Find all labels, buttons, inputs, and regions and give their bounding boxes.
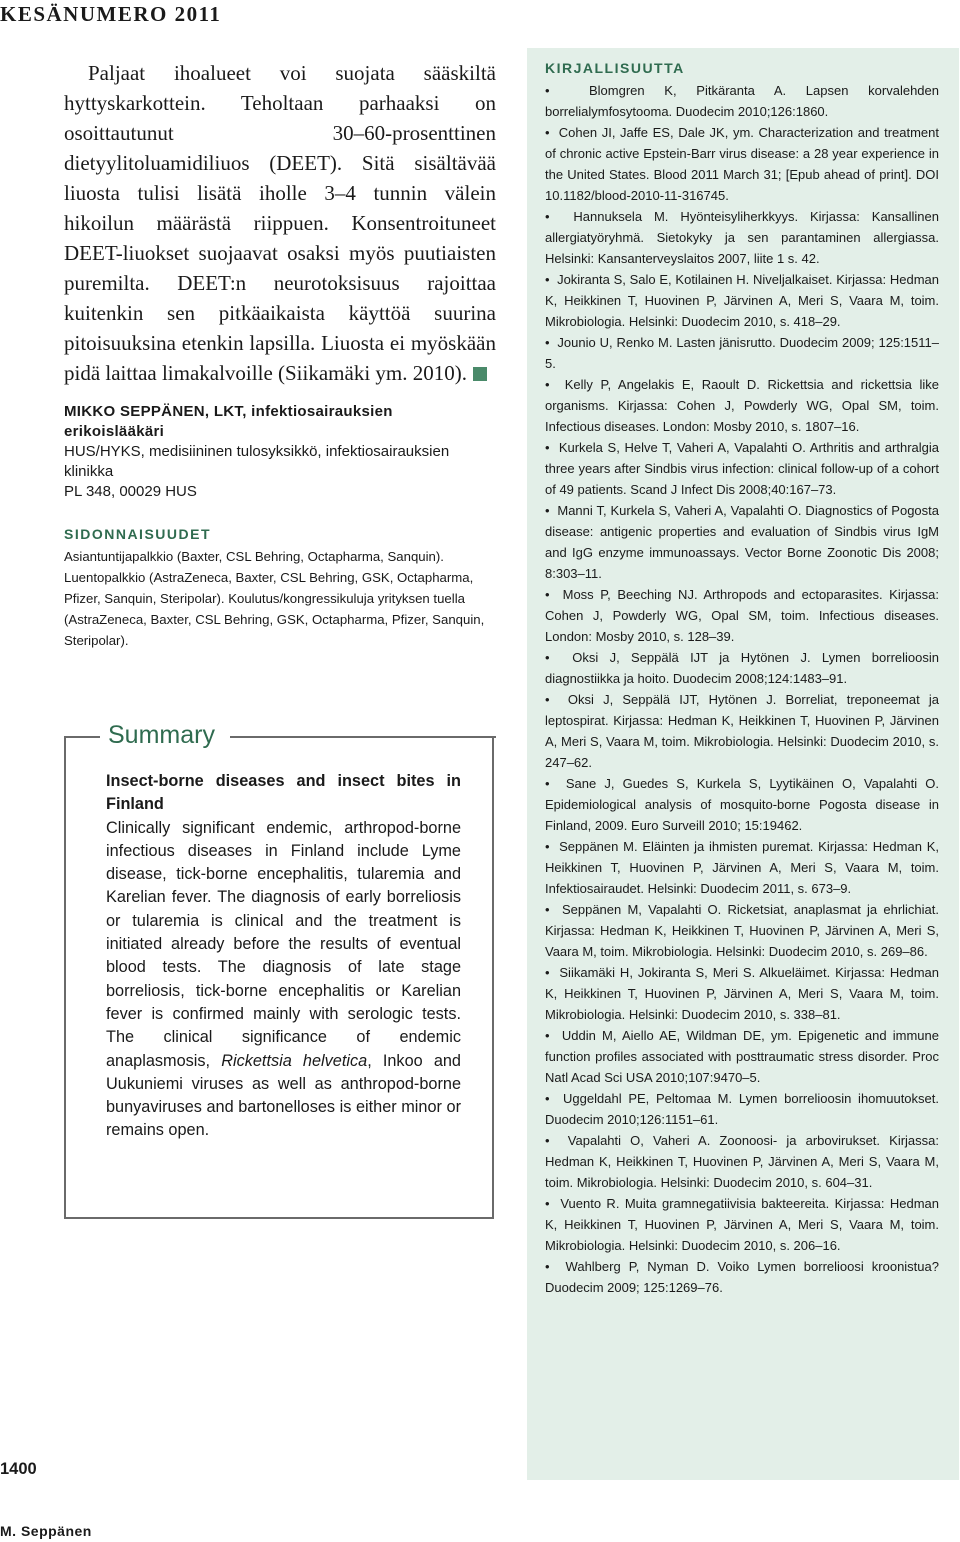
body-text: Paljaat ihoalueet voi suojata sääskiltä hyttyskarkottein. Teholtaan parhaaksi on osoittautunut 30–60-prosenttinen dietyylitoluamidiliuos (DEET). Sitä sisältävää liuosta tulisi lisätä iholle 3–4 tunnin välein hikoilun määrästä riippuen. Konsentroituneet DEET-liuokset suojaavat osaksi myös puutiaisten puremilta. DEET:n neurotoksisuus rajoittaa kuitenkin sen pitkäaikaista käyttöä suurina pitoisuuksina etenkin lapsilla. Liuosta ei myöskään pidä laittaa limakalvoille (Siikamäki ym. 2010). (64, 61, 496, 385)
author-address: PL 348, 00029 HUS (64, 483, 197, 500)
author-name: MIKKO SEPPÄNEN, LKT, infektiosairauksien erikoislääkäri (64, 403, 393, 440)
reference-item: • Moss P, Beeching NJ. Arthropods and ectoparasites. Kirjassa: Cohen J, Powderly WG, Opal SM, toim. Infectious diseases. London: Mosby 2010, s. 128–39. (545, 584, 939, 647)
issue-title: KESÄNUMERO 2011 (0, 2, 222, 26)
reference-item: • Jokiranta S, Salo E, Kotilainen H. Niveljalkaiset. Kirjassa: Hedman K, Heikkinen T, Huovinen P, Järvinen A, Meri S, Vaara M, toim. Mikrobiologia. Helsinki: Duodecim 2010, s. 418–29. (545, 269, 939, 332)
reference-item: • Kurkela S, Helve T, Vaheri A, Vapalahti O. Arthritis and arthralgia three years after Sindbis virus infection: clinical follow-up of a cohort of 49 patients. Scand J Infect Dis 2008;40:167–73. (545, 437, 939, 500)
reference-item: • Kelly P, Angelakis E, Raoult D. Rickettsia and rickettsia like organisms. Kirjassa: Cohen J, Powderly WG, Opal SM, toim. Infectious diseases. London: Mosby 2010, s. 1807–16. (545, 374, 939, 437)
author-affiliation: HUS/HYKS, medisiininen tulosyksikkö, infektiosairauksien klinikka (64, 443, 450, 480)
summary-text-end: , Inkoo and Uukuniemi viruses as well as anthropod-borne bunyaviruses and bartonelloses is either minor or remains open. (106, 1051, 461, 1140)
summary-heading: Insect-borne diseases and insect bites in Finland (106, 772, 461, 814)
body-paragraph (64, 58, 496, 388)
reference-item: • Oksi J, Seppälä IJT ja Hytönen J. Lymen borrelioosin diagnostiikka ja hoito. Duodecim 2008;124:1483–91. (545, 647, 939, 689)
summary-body (106, 770, 461, 1143)
reference-item: • Uddin M, Aiello AE, Wildman DE, ym. Epigenetic and immune function profiles associated with posttraumatic stress disorder. Proc Natl Acad Sci USA 2010;107:9470–5. (545, 1025, 939, 1088)
reference-item: • Vapalahti O, Vaheri A. Zoonoosi- ja arbovirukset. Kirjassa: Hedman K, Heikkinen T, Huovinen P, Järvinen A, Meri S, Vaara M, toim. Mikrobiologia. Helsinki: Duodecim 2010, s. 604–31. (545, 1130, 939, 1193)
references-list (545, 80, 939, 1298)
reference-item: • Siikamäki H, Jokiranta S, Meri S. Alkueläimet. Kirjassa: Hedman K, Heikkinen T, Huovinen P, Järvinen A, Meri S, Vaara M, toim. Mikrobiologia. Helsinki: Duodecim 2010, s. 338–81. (545, 962, 939, 1025)
reference-item: • Hannuksela M. Hyönteisyliherkkyys. Kirjassa: Kansallinen allergiatyöryhmä. Sietokyky ja sen parantaminen allergiassa. Helsinki: Kansanterveyslaitos 2007, liite 1 s. 42. (545, 206, 939, 269)
reference-item: • Seppänen M. Eläinten ja ihmisten puremat. Kirjassa: Hedman K, Heikkinen T, Huovinen P, Järvinen A, Meri S, Vaara M, toim. Infektiosairaudet. Helsinki: Duodecim 2011, s. 673–9. (545, 836, 939, 899)
reference-item: • Sane J, Guedes S, Kurkela S, Lyytikäinen O, Vapalahti O. Epidemiological analysis of mosquito-borne Pogosta disease in Finland, 2009. Euro Surveill 2010; 15:19462. (545, 773, 939, 836)
disclosures-heading: SIDONNAISUUDET (64, 526, 212, 542)
reference-item: • Seppänen M, Vapalahti O. Ricketsiat, anaplasmat ja ehrlichiat. Kirjassa: Hedman K, Heikkinen T, Huovinen P, Järvinen A, Meri S, Vaara M, toim. Mikrobiologia. Helsinki: Duodecim 2010, s. 269–86. (545, 899, 939, 962)
summary-text: Clinically significant endemic, arthropod-borne infectious diseases in Finland include Lyme disease, tick-borne encephalitis, tularemia and Karelian fever. The diagnosis of early borreliosis or tularemia is clinical and the treatment is initiated already before the results of eventual blood tests. The diagnosis of late stage borreliosis, tick-borne encephalitis or Karelian fever is confirmed mainly with serologic tests. The clinical significance of endemic anaplasmosis, (106, 818, 461, 1070)
end-mark-icon (473, 367, 487, 381)
reference-item: • Manni T, Kurkela S, Vaheri A, Vapalahti O. Diagnostics of Pogosta disease: antigenic properties and evaluation of Sindbis virus IgM and IgG enzyme immunoassays. Vector Borne Zoonotic Dis 2008; 8:303–11. (545, 500, 939, 584)
author-block (64, 402, 496, 502)
summary-frame-line (64, 736, 100, 738)
page-number: 1400 (0, 1460, 37, 1478)
reference-item: • Uggeldahl PE, Peltomaa M. Lymen borrelioosin ihomuutokset. Duodecim 2010;126:1151–61. (545, 1088, 939, 1130)
references-heading: KIRJALLISUUTTA (545, 60, 685, 76)
disclosures-text: Asiantuntijapalkkio (Baxter, CSL Behring, Octapharma, Sanquin). Luentopalkkio (AstraZeneca, Baxter, CSL Behring, GSK, Octapharma, Pfizer, Sanquin, Steripolar). Koulutus/kongressikuluja yrityksen tuella (AstraZeneca, Baxter, CSL Behring, GSK, Octapharma, Pfizer, Sanquin, Steripolar). (64, 549, 485, 648)
reference-item: • Oksi J, Seppälä IJT, Hytönen J. Borreliat, treponeemat ja leptospirat. Kirjassa: Hedman K, Heikkinen T, Huovinen P, Järvinen A, Meri S, Vaara M, toim. Mikrobiologia. Helsinki: Duodecim 2010, s. 247–62. (545, 689, 939, 773)
summary-frame-line (230, 736, 496, 738)
footer-author: M. Seppänen (0, 1523, 92, 1539)
reference-item: • Wahlberg P, Nyman D. Voiko Lymen borrelioosi kroonistua? Duodecim 2009; 125:1269–76. (545, 1256, 939, 1298)
summary-text-italic: Rickettsia helvetica (221, 1051, 368, 1070)
summary-title: Summary (108, 721, 215, 749)
reference-item: • Cohen JI, Jaffe ES, Dale JK, ym. Characterization and treatment of chronic active Epstein-Barr virus disease: a 28 year experience in the United States. Blood 2011 March 31; [Epub ahead of print]. DOI 10.1182/blood-2010-11-316745. (545, 122, 939, 206)
reference-item: • Jounio U, Renko M. Lasten jänisrutto. Duodecim 2009; 125:1511–5. (545, 332, 939, 374)
reference-item: • Blomgren K, Pitkäranta A. Lapsen korvalehden borrelialymfosytooma. Duodecim 2010;126:1860. (545, 80, 939, 122)
reference-item: • Vuento R. Muita gramnegatiivisia bakteereita. Kirjassa: Hedman K, Heikkinen T, Huovinen P, Järvinen A, Meri S, Vaara M, toim. Mikrobiologia. Helsinki: Duodecim 2010, s. 206–16. (545, 1193, 939, 1256)
